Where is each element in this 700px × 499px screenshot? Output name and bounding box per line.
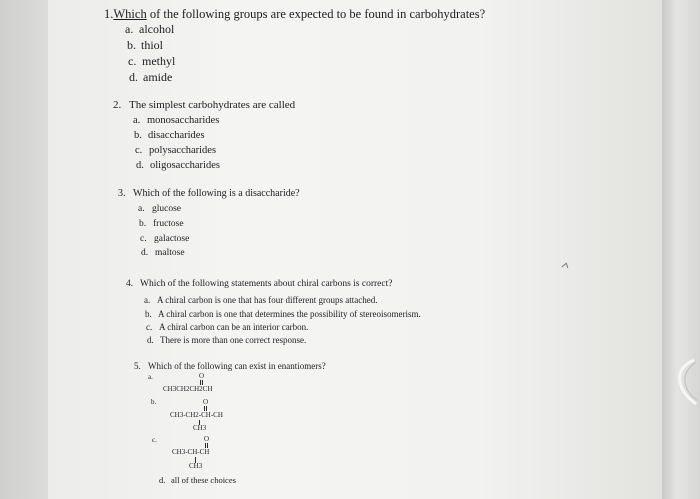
question-5-option-c-formula: CH3-CH-CH xyxy=(172,448,210,456)
question-5-text: Which of the following can exist in enantiomers? xyxy=(148,361,326,371)
option-text: all of these choices xyxy=(171,475,236,485)
question-4 xyxy=(126,280,392,290)
question-5-option-d xyxy=(159,476,236,485)
option-letter: b. xyxy=(145,309,152,319)
question-4-option-c xyxy=(146,323,308,332)
question-2 xyxy=(113,100,295,111)
question-3-option-d xyxy=(141,249,185,259)
question-5-option-b-letter: b. xyxy=(151,398,157,406)
option-text: disaccharides xyxy=(148,130,205,141)
option-letter: c. xyxy=(135,145,143,156)
option-text: There is more than one correct response. xyxy=(160,335,307,345)
question-5-option-b-formula: CH3-CH2-CH-CH xyxy=(170,411,223,419)
question-3-option-c xyxy=(140,235,189,245)
question-2-number: 2. xyxy=(113,99,122,111)
question-1-option-c xyxy=(128,55,175,67)
option-letter: b. xyxy=(134,130,142,141)
option-text: thiol xyxy=(141,38,164,52)
option-letter: a. xyxy=(125,22,134,36)
carbonyl-oxygen-a: O xyxy=(199,372,205,380)
question-1-text: of the following groups are expected to be found in carbohydrates? xyxy=(146,7,486,21)
question-3-option-b xyxy=(139,220,184,230)
option-letter: d. xyxy=(147,335,154,345)
carbonyl-oxygen-c: O xyxy=(204,435,210,443)
question-4-option-a xyxy=(144,296,378,305)
option-letter: c. xyxy=(140,234,147,244)
page-curl-icon xyxy=(674,356,698,413)
question-4-option-d xyxy=(147,336,306,345)
option-text: monosaccharides xyxy=(147,115,220,126)
question-4-option-b xyxy=(145,310,421,319)
option-text: alcohol xyxy=(139,22,175,36)
question-3 xyxy=(118,189,300,199)
option-letter: a. xyxy=(144,295,151,305)
question-5-option-c-letter: c. xyxy=(152,436,157,444)
question-3-text: Which of the following is a disaccharide? xyxy=(133,188,300,199)
option-letter: d. xyxy=(136,160,144,171)
option-text: galactose xyxy=(154,234,190,244)
question-1-option-b xyxy=(127,39,163,51)
option-letter: d. xyxy=(159,475,166,485)
question-1-stem xyxy=(104,8,485,21)
question-2-option-d xyxy=(136,161,220,172)
question-3-number: 3. xyxy=(118,188,126,199)
question-2-option-b xyxy=(134,131,205,142)
question-5-option-c-substituent: CH3 xyxy=(189,462,203,470)
question-1-number: 1. xyxy=(104,7,114,21)
option-letter: b. xyxy=(127,38,136,52)
question-5 xyxy=(134,362,326,371)
question-5-option-b-substituent: CH3 xyxy=(193,424,207,432)
option-letter: b. xyxy=(139,219,147,229)
option-text: A chiral carbon is one that has four different groups attached. xyxy=(157,295,378,305)
option-letter: d. xyxy=(129,70,138,84)
question-5-option-a-letter: a. xyxy=(148,373,153,381)
question-5-option-a-formula: CH3CH2CH2CH xyxy=(163,385,213,393)
question-2-option-c xyxy=(135,146,216,157)
option-text: polysaccharides xyxy=(149,145,217,156)
option-letter: c. xyxy=(146,322,153,332)
option-text: oligosaccharides xyxy=(150,160,220,171)
question-2-text: The simplest carbohydrates are called xyxy=(129,99,296,111)
option-text: A chiral carbon is one that determines the possibility of stereoisomerism. xyxy=(158,309,421,319)
question-1-underlined-word: Which xyxy=(113,7,147,21)
question-1-option-d xyxy=(129,71,172,83)
option-letter: c. xyxy=(128,54,137,68)
question-1 xyxy=(104,8,485,21)
question-1-option-a xyxy=(125,23,174,35)
option-text: fructose xyxy=(153,219,184,229)
option-text: glucose xyxy=(152,204,182,214)
question-4-text: Which of the following statements about chiral carbons is correct? xyxy=(140,279,393,289)
question-5-number: 5. xyxy=(134,361,141,371)
option-text: maltose xyxy=(155,248,185,258)
option-letter: a. xyxy=(138,204,145,214)
question-3-option-a xyxy=(138,205,181,215)
carbonyl-oxygen-b: O xyxy=(203,398,209,406)
question-4-number: 4. xyxy=(126,279,134,289)
option-text: A chiral carbon can be an interior carbon. xyxy=(159,322,309,332)
option-letter: a. xyxy=(133,115,141,126)
option-letter: d. xyxy=(141,248,149,258)
option-text: amide xyxy=(143,70,173,84)
right-background xyxy=(662,0,700,499)
option-text: methyl xyxy=(142,54,176,68)
question-2-option-a xyxy=(133,116,219,127)
left-background xyxy=(0,0,48,499)
